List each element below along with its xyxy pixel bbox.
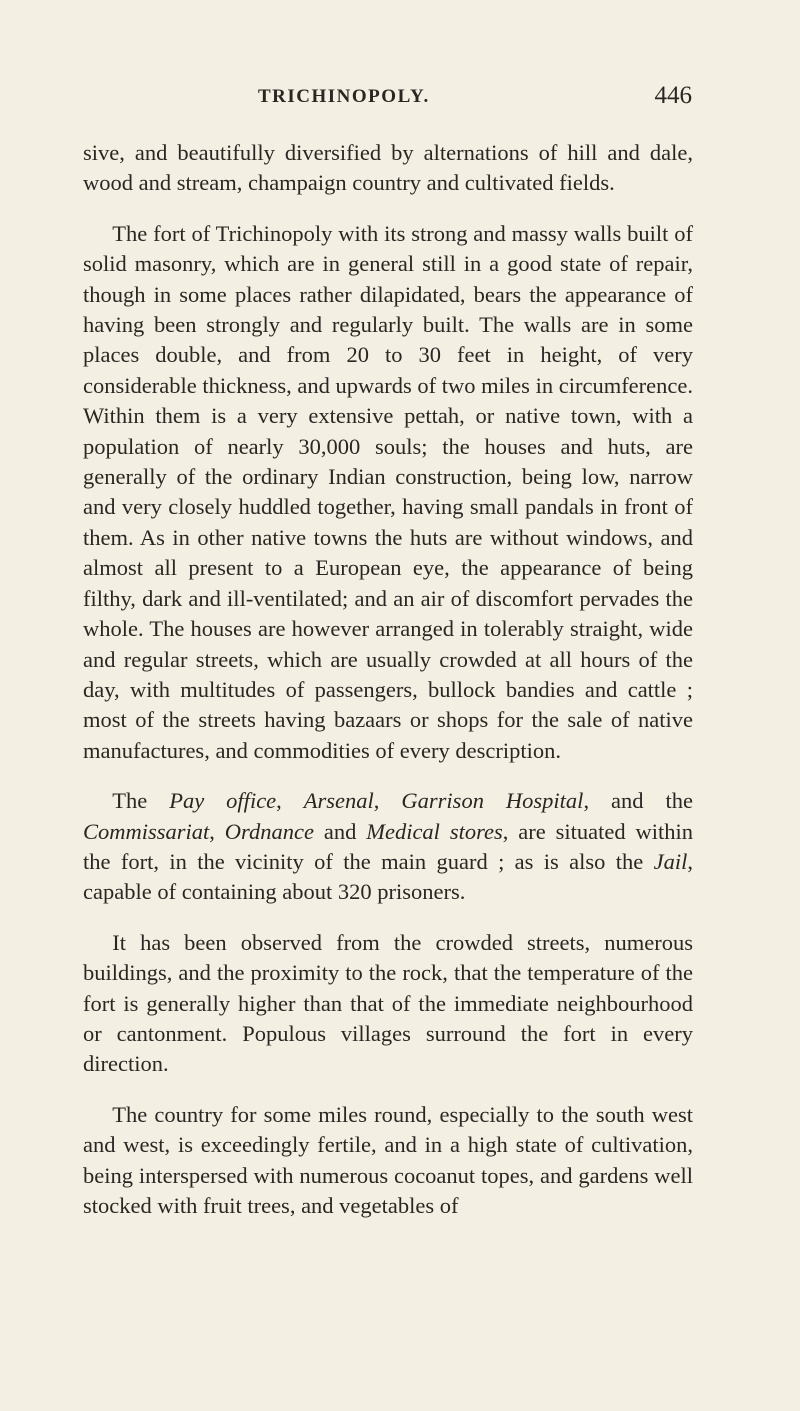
body-text <box>83 138 693 1221</box>
page-number: 446 <box>654 82 692 109</box>
term-pay-office: Pay office <box>169 788 277 814</box>
text-segment: , <box>209 818 225 844</box>
text-segment: , and the <box>583 788 694 814</box>
paragraph-temperature: It has been observed from the crowded streets, numerous buildings, and the proximity to the rock, that the temperature of the fort is generally higher than that of the immediate neighbourhood or cantonment. Populous villages surround the fort in every direction. <box>83 929 693 1077</box>
text-segment: , capable of containing about 320 prisoners. <box>83 848 693 905</box>
term-ordnance: Ordnance <box>224 818 314 844</box>
term-arsenal: Arsenal <box>303 788 374 814</box>
paragraph-continuation: sive, and beautifully diversified by alternations of hill and dale, wood and stream, champaign country and cultivated fields. <box>83 140 693 196</box>
term-jail: Jail <box>653 848 688 874</box>
text-segment: , <box>276 788 304 814</box>
text-segment: , <box>373 788 402 814</box>
term-medical-stores: Medical stores <box>366 818 503 844</box>
text-segment: , are situated within the fort, in the vicinity of the main guard ; as is also the <box>83 818 693 874</box>
running-head <box>258 82 692 116</box>
term-garrison-hospital: Garrison Hospital <box>401 788 584 814</box>
paragraph-fort-description: The fort of Trichinopoly with its strong and massy walls built of solid masonry, which are in general still in a good state of repair, though in some places rather dilapidated, bears the appearance of having been strongly and regularly built. The walls are in some places double, and from 20 to 30 feet in height, of very considerable thickness, and upwards of two miles in circumference. Within them is a very extensive pettah, or native town, with a population of nearly 30,000 souls; the houses and huts, are generally of the ordinary Indian construction, being low, narrow and very closely huddled together, having small pandals in front of them. As in other native towns the huts are without windows, and almost all present to a European eye, the appearance of being filthy, dark and ill-ventilated; and an air of discomfort pervades the whole. The houses are however arranged in tolerably straight, wide and regular streets, which are usually crowded at all hours of the day, with multitudes of passengers, bullock bandies and cattle ; most of the streets having bazaars or shops for the sale of native manufactures, and commodities of every description. <box>83 220 693 763</box>
paragraph-establishments <box>83 786 693 908</box>
paragraph-country-fertility: The country for some miles round, especially to the south west and west, is exceedingly fertile, and in a high state of cultivation, being interspersed with numerous cocoanut topes, and gardens well stocked with fruit trees, and vegetables of <box>83 1101 693 1218</box>
text-segment: The <box>112 788 170 814</box>
running-title: TRICHINOPOLY. <box>258 86 430 107</box>
term-commissariat: Commissariat <box>83 818 210 844</box>
text-segment: and <box>313 818 367 844</box>
